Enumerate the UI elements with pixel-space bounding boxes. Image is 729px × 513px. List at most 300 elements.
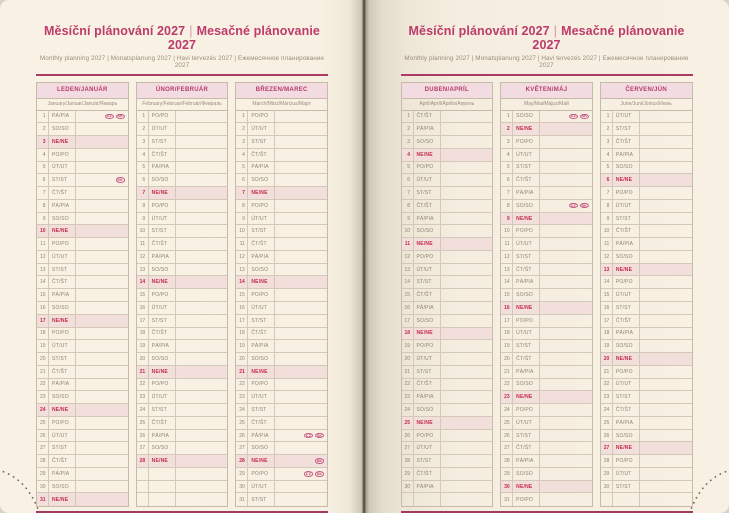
- day-row: [402, 315, 493, 328]
- day-row: [236, 442, 327, 455]
- day-weekday: PO/PO: [613, 187, 640, 199]
- day-number: 2: [37, 123, 49, 135]
- day-number: 12: [601, 251, 613, 263]
- day-row: [37, 213, 128, 226]
- day-weekday: ČT/ŠT: [613, 136, 640, 148]
- day-weekday: ÚT/UT: [149, 123, 176, 135]
- day-row: [601, 289, 692, 302]
- day-number: 15: [402, 289, 414, 301]
- day-weekday: SO/SO: [248, 264, 275, 276]
- day-number: 4: [501, 149, 513, 161]
- day-row: [137, 404, 228, 417]
- day-row: [501, 149, 592, 162]
- day-notes-cell: [441, 213, 493, 225]
- day-row: [137, 455, 228, 468]
- day-notes-cell: [76, 162, 128, 174]
- day-number: 3: [137, 136, 149, 148]
- day-notes-cell: [540, 340, 592, 352]
- day-weekday: SO/SO: [613, 340, 640, 352]
- day-row: [37, 200, 128, 213]
- day-number: 30: [236, 481, 248, 493]
- day-notes-cell: [441, 366, 493, 378]
- day-weekday: PÁ/PIA: [49, 468, 76, 480]
- day-number: 22: [137, 379, 149, 391]
- day-weekday-empty: [149, 481, 176, 493]
- day-number: 22: [37, 379, 49, 391]
- day-weekday: ČT/ŠT: [513, 264, 540, 276]
- holiday-badge-cz-icon: CZ: [570, 114, 576, 119]
- day-weekday: ÚT/UT: [613, 289, 640, 301]
- day-row: [501, 162, 592, 175]
- day-number: 18: [236, 328, 248, 340]
- day-number: 6: [37, 174, 49, 186]
- day-notes-cell: [76, 442, 128, 454]
- day-notes-cell: [176, 340, 228, 352]
- day-row: [37, 264, 128, 277]
- day-weekday: ST/ST: [248, 404, 275, 416]
- page-title: [36, 24, 328, 52]
- day-weekday: ST/ST: [149, 315, 176, 327]
- day-row: [402, 481, 493, 494]
- day-notes-cell: [176, 442, 228, 454]
- day-weekday: PO/PO: [513, 315, 540, 327]
- day-weekday: SO/SO: [414, 136, 441, 148]
- day-weekday: PO/PO: [49, 238, 76, 250]
- day-weekday: SO/SO: [613, 162, 640, 174]
- day-weekday: ČT/ŠT: [513, 353, 540, 365]
- day-weekday: ÚT/UT: [49, 162, 76, 174]
- day-number: 28: [501, 455, 513, 467]
- day-weekday: ČT/ŠT: [513, 442, 540, 454]
- month-subtitle: January/Januar/Január/Январь: [37, 99, 128, 111]
- day-weekday: ČT/ŠT: [414, 379, 441, 391]
- title-separator: |: [553, 24, 558, 38]
- day-row: [601, 315, 692, 328]
- day-row: [137, 353, 228, 366]
- empty-day-row: [137, 493, 228, 506]
- month-subtitle: June/Juni/Június/Июнь: [601, 99, 692, 111]
- month-table-march: [235, 82, 328, 508]
- day-row: [601, 455, 692, 468]
- day-notes-cell: [540, 493, 592, 506]
- day-weekday: PO/PO: [248, 468, 275, 480]
- holiday-badge-sk-icon: SK: [117, 178, 123, 183]
- day-row: [137, 289, 228, 302]
- day-number: 10: [137, 225, 149, 237]
- day-weekday: PO/PO: [414, 340, 441, 352]
- page-left: [0, 0, 364, 513]
- day-notes-cell: [540, 366, 592, 378]
- day-weekday: ST/ST: [49, 353, 76, 365]
- day-number: 18: [402, 328, 414, 340]
- header-rule: [36, 74, 328, 76]
- page-title-czech: Měsíční plánování 2027: [408, 24, 550, 38]
- day-weekday: ČT/ŠT: [49, 187, 76, 199]
- day-number: 8: [236, 200, 248, 212]
- day-notes-cell: [275, 340, 327, 352]
- day-notes-cell: [275, 379, 327, 391]
- day-number: 21: [236, 366, 248, 378]
- day-row: [402, 391, 493, 404]
- day-weekday: SO/SO: [513, 379, 540, 391]
- day-notes-cell: [176, 276, 228, 288]
- day-number: 3: [501, 136, 513, 148]
- day-weekday: PO/PO: [414, 162, 441, 174]
- day-number: 21: [402, 366, 414, 378]
- day-notes-cell: [540, 136, 592, 148]
- day-notes-cell: [176, 149, 228, 161]
- day-row: [137, 442, 228, 455]
- day-number: 7: [137, 187, 149, 199]
- day-weekday-empty: [149, 468, 176, 480]
- day-row: [501, 238, 592, 251]
- day-row: [501, 213, 592, 226]
- day-row: [402, 123, 493, 136]
- day-number: 11: [601, 238, 613, 250]
- day-notes-cell: [176, 123, 228, 135]
- day-notes-cell: [76, 289, 128, 301]
- day-weekday: NE/NE: [513, 391, 540, 403]
- day-row: [236, 340, 327, 353]
- day-notes-cell: [441, 391, 493, 403]
- day-notes-cell: [640, 200, 692, 212]
- day-weekday: ÚT/UT: [49, 340, 76, 352]
- day-row: [236, 493, 327, 506]
- day-weekday: SO/SO: [149, 174, 176, 186]
- day-notes-cell: [540, 442, 592, 454]
- day-number: 9: [601, 213, 613, 225]
- day-number: 26: [137, 430, 149, 442]
- day-number: 29: [402, 468, 414, 480]
- day-row: [601, 162, 692, 175]
- day-notes-cell: [275, 493, 327, 506]
- day-weekday: PÁ/PIA: [613, 417, 640, 429]
- day-number: 26: [37, 430, 49, 442]
- day-row: [402, 430, 493, 443]
- day-weekday: ÚT/UT: [513, 238, 540, 250]
- day-number: 27: [236, 442, 248, 454]
- day-notes-cell: [76, 455, 128, 467]
- day-number: 10: [37, 225, 49, 237]
- day-row: [137, 340, 228, 353]
- day-row: [37, 149, 128, 162]
- day-number: 2: [601, 123, 613, 135]
- day-row: [37, 468, 128, 481]
- day-notes-cell: [275, 238, 327, 250]
- page-header: [36, 0, 328, 76]
- day-weekday: ST/ST: [513, 162, 540, 174]
- day-row: [402, 187, 493, 200]
- day-number-empty: [137, 481, 149, 493]
- day-weekday: SO/SO: [149, 353, 176, 365]
- day-row: [236, 481, 327, 494]
- day-number: 26: [601, 430, 613, 442]
- day-number: 2: [137, 123, 149, 135]
- day-weekday: PO/PO: [149, 111, 176, 123]
- day-weekday: PO/PO: [49, 328, 76, 340]
- day-number: 17: [601, 315, 613, 327]
- empty-day-row: [402, 493, 493, 506]
- day-notes-cell: [275, 136, 327, 148]
- day-row: [37, 123, 128, 136]
- day-number: 14: [37, 276, 49, 288]
- day-row: [402, 417, 493, 430]
- month-rows: [501, 111, 592, 507]
- day-notes-cell: [640, 328, 692, 340]
- day-row: [402, 302, 493, 315]
- day-weekday: ÚT/UT: [613, 468, 640, 480]
- day-number: 29: [501, 468, 513, 480]
- day-notes-cell: [640, 493, 692, 506]
- day-notes-cell: [176, 379, 228, 391]
- day-notes-cell: [176, 417, 228, 429]
- day-row: [501, 340, 592, 353]
- day-notes-cell: [176, 174, 228, 186]
- day-notes-cell: [76, 238, 128, 250]
- day-row: [601, 442, 692, 455]
- day-weekday: ČT/ŠT: [613, 404, 640, 416]
- month-title: BŘEZEN/MAREC: [236, 83, 327, 99]
- day-notes-cell: [275, 417, 327, 429]
- day-notes-cell: [275, 481, 327, 493]
- day-number-empty: [137, 468, 149, 480]
- page-subtitle: Monthly planning 2027 | Monatsplanung 2027 | Havi tervezés 2027 | Ежемесячное планирование 2027: [39, 55, 325, 69]
- day-row: [236, 430, 327, 443]
- day-row: [236, 391, 327, 404]
- day-row: [236, 162, 327, 175]
- day-row: [501, 328, 592, 341]
- holiday-badge-sk-icon: SK: [117, 114, 123, 119]
- month-rows: [601, 111, 692, 507]
- day-number: 31: [236, 493, 248, 506]
- day-number: 5: [402, 162, 414, 174]
- day-row: [402, 200, 493, 213]
- day-row: [402, 111, 493, 124]
- day-notes-cell: [540, 455, 592, 467]
- day-notes-cell: [640, 149, 692, 161]
- day-number: 7: [402, 187, 414, 199]
- day-number: 8: [137, 200, 149, 212]
- day-row: [402, 276, 493, 289]
- day-number: 12: [501, 251, 513, 263]
- day-weekday: PÁ/PIA: [49, 289, 76, 301]
- day-row: [601, 417, 692, 430]
- day-notes-cell: [76, 251, 128, 263]
- day-number: 19: [501, 340, 513, 352]
- day-weekday: ST/ST: [613, 123, 640, 135]
- day-number: 5: [501, 162, 513, 174]
- day-notes-cell: [540, 225, 592, 237]
- day-notes-cell: [275, 111, 327, 123]
- day-weekday: NE/NE: [513, 123, 540, 135]
- day-row: [601, 200, 692, 213]
- day-weekday: ST/ST: [248, 225, 275, 237]
- day-weekday: NE/NE: [613, 442, 640, 454]
- day-number: 9: [402, 213, 414, 225]
- day-weekday: ÚT/UT: [149, 213, 176, 225]
- day-row: [137, 391, 228, 404]
- months-right: [401, 82, 693, 508]
- day-notes-cell: [275, 315, 327, 327]
- day-weekday: ST/ST: [613, 391, 640, 403]
- day-notes-cell: [540, 187, 592, 199]
- month-rows: [402, 111, 493, 507]
- day-number: 2: [501, 123, 513, 135]
- day-notes-cell: [441, 200, 493, 212]
- day-weekday: NE/NE: [613, 353, 640, 365]
- day-row: [37, 251, 128, 264]
- day-notes-cell: [76, 302, 128, 314]
- day-notes-cell: [275, 353, 327, 365]
- day-notes-cell: [640, 302, 692, 314]
- day-notes-cell: [640, 468, 692, 480]
- day-notes-cell: [176, 213, 228, 225]
- day-weekday: ČT/ŠT: [49, 276, 76, 288]
- day-weekday: ÚT/UT: [513, 149, 540, 161]
- day-weekday: ST/ST: [49, 264, 76, 276]
- day-weekday: SO/SO: [414, 315, 441, 327]
- day-weekday: PÁ/PIA: [414, 391, 441, 403]
- day-number: 4: [601, 149, 613, 161]
- day-weekday: NE/NE: [414, 328, 441, 340]
- day-row: [236, 455, 327, 468]
- day-row: [137, 379, 228, 392]
- empty-day-row: [137, 481, 228, 494]
- day-notes-cell: [540, 302, 592, 314]
- day-notes-cell: [275, 366, 327, 378]
- day-weekday: SO/SO: [49, 481, 76, 493]
- day-number: 7: [601, 187, 613, 199]
- day-row: [402, 442, 493, 455]
- day-notes-cell: [275, 162, 327, 174]
- holiday-badge-cz-icon: CZ: [305, 433, 312, 438]
- day-weekday: ČT/ŠT: [49, 366, 76, 378]
- day-weekday: ÚT/UT: [49, 251, 76, 263]
- day-number: 9: [501, 213, 513, 225]
- month-subtitle: March/März/Március/Март: [236, 99, 327, 111]
- day-row: [236, 174, 327, 187]
- day-number: 23: [501, 391, 513, 403]
- day-row: [236, 302, 327, 315]
- day-weekday: SO/SO: [49, 213, 76, 225]
- day-row: [601, 276, 692, 289]
- month-table-april: [401, 82, 494, 508]
- day-weekday: SO/SO: [513, 111, 540, 123]
- day-notes-cell: [275, 213, 327, 225]
- holiday-badge-sk-icon: SK: [581, 203, 588, 208]
- day-notes-cell: [76, 379, 128, 391]
- day-weekday: ST/ST: [49, 442, 76, 454]
- day-row: [601, 136, 692, 149]
- day-number: 25: [501, 417, 513, 429]
- day-row: [402, 366, 493, 379]
- day-number: 10: [501, 225, 513, 237]
- day-weekday: ST/ST: [149, 404, 176, 416]
- day-number: 1: [501, 111, 513, 123]
- day-weekday: NE/NE: [149, 366, 176, 378]
- page-title-czech: Měsíční plánování 2027: [44, 24, 186, 38]
- day-weekday: PO/PO: [513, 404, 540, 416]
- day-number: 11: [236, 238, 248, 250]
- day-notes-cell: [275, 225, 327, 237]
- day-notes-cell: [640, 379, 692, 391]
- day-row: [501, 455, 592, 468]
- day-notes-cell: [76, 481, 128, 493]
- day-row: [601, 187, 692, 200]
- day-weekday: PÁ/PIA: [613, 328, 640, 340]
- day-row: [402, 174, 493, 187]
- day-notes-cell: [640, 430, 692, 442]
- day-notes-cell: [76, 493, 128, 506]
- day-number: 28: [402, 455, 414, 467]
- day-row: [601, 430, 692, 443]
- day-number: 21: [501, 366, 513, 378]
- day-weekday: PÁ/PIA: [248, 340, 275, 352]
- day-notes-cell: [640, 353, 692, 365]
- day-notes-cell: [176, 493, 228, 506]
- day-notes-cell: [540, 264, 592, 276]
- day-number: 9: [137, 213, 149, 225]
- day-number: 18: [501, 328, 513, 340]
- day-row: [601, 340, 692, 353]
- day-weekday: PÁ/PIA: [513, 366, 540, 378]
- day-number: 12: [402, 251, 414, 263]
- day-number: 29: [236, 468, 248, 480]
- day-number: 14: [402, 276, 414, 288]
- day-row: [501, 315, 592, 328]
- day-row: [601, 174, 692, 187]
- month-table-february: [136, 82, 229, 508]
- day-notes-cell: [176, 315, 228, 327]
- day-number: 8: [37, 200, 49, 212]
- day-number: 27: [137, 442, 149, 454]
- day-notes-cell: [275, 264, 327, 276]
- day-weekday: ST/ST: [49, 174, 76, 186]
- day-weekday: PO/PO: [248, 289, 275, 301]
- day-number: 18: [137, 328, 149, 340]
- day-weekday: PO/PO: [613, 455, 640, 467]
- day-notes-cell: [76, 353, 128, 365]
- day-row: [601, 468, 692, 481]
- day-row: [501, 276, 592, 289]
- day-number: 14: [137, 276, 149, 288]
- day-notes-cell: [540, 276, 592, 288]
- day-number: 19: [402, 340, 414, 352]
- day-notes-cell: [640, 481, 692, 493]
- day-number-empty: [137, 493, 149, 506]
- day-weekday: SO/SO: [248, 442, 275, 454]
- day-row: [601, 366, 692, 379]
- day-notes-cell: [176, 481, 228, 493]
- day-weekday-empty: [149, 493, 176, 506]
- day-notes-cell: [76, 174, 128, 186]
- day-number: 19: [236, 340, 248, 352]
- day-row: [37, 238, 128, 251]
- day-row: [501, 251, 592, 264]
- day-notes-cell: [275, 276, 327, 288]
- day-row: [37, 404, 128, 417]
- day-row: [402, 149, 493, 162]
- day-notes-cell: [640, 289, 692, 301]
- day-row: [236, 468, 327, 481]
- day-weekday: PO/PO: [248, 111, 275, 123]
- day-row: [601, 481, 692, 494]
- day-row: [236, 149, 327, 162]
- day-number: 1: [37, 111, 49, 123]
- day-row: [601, 251, 692, 264]
- day-row: [37, 174, 128, 187]
- day-notes-cell: [176, 366, 228, 378]
